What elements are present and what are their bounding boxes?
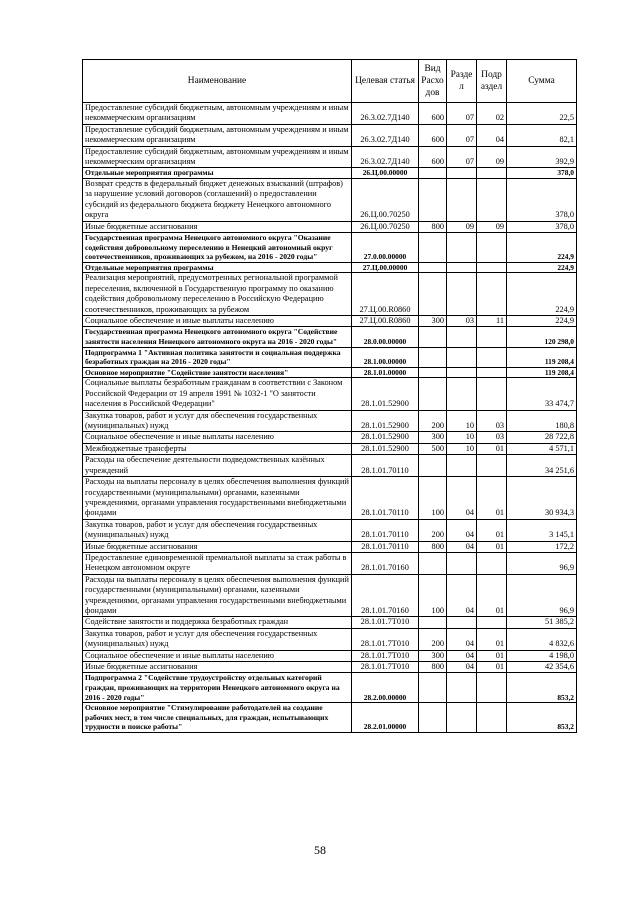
cell-target-article: 28.1.01.70110 (352, 455, 419, 477)
cell-expense-type: 300 (419, 650, 447, 661)
cell-expense-type (419, 673, 447, 703)
cell-expense-type: 300 (419, 316, 447, 327)
cell-subsection: 09 (477, 221, 507, 232)
cell-sum: 82,1 (507, 124, 577, 146)
table-row (83, 617, 577, 628)
cell-sum: 120 298,0 (507, 327, 577, 347)
cell-name: Предоставление субсидий бюджетным, автономным учреждениям и иным некоммерческим организациям (83, 124, 352, 146)
cell-target-article: 27.Ц.00.00000 (352, 262, 419, 273)
cell-section: 04 (447, 477, 477, 520)
cell-target-article: 27.0.00.00000 (352, 233, 419, 263)
table-row (83, 146, 577, 168)
cell-name: Расходы на выплаты персоналу в целях обеспечения выполнения функций государственными (муниципальными) органами, казенными учреждениями, органами управления государственными внебюджетными фондами (83, 477, 352, 520)
table-row (83, 179, 577, 222)
cell-subsection (477, 703, 507, 733)
table-row (83, 367, 577, 378)
cell-section (447, 703, 477, 733)
cell-subsection: 03 (477, 432, 507, 443)
cell-expense-type: 600 (419, 146, 447, 168)
cell-sum: 119 208,4 (507, 367, 577, 378)
cell-name: Предоставление субсидий бюджетным, автономным учреждениям и иным некоммерческим организациям (83, 146, 352, 168)
cell-name: Государственная программа Ненецкого автономного округа "Содействие занятости населения Ненецкого автономного округа на 2016 - 2020 годы" (83, 327, 352, 347)
cell-section: 04 (447, 650, 477, 661)
cell-target-article: 28.2.00.00000 (352, 673, 419, 703)
cell-subsection (477, 233, 507, 263)
cell-section: 04 (447, 662, 477, 673)
cell-name: Государственная программа Ненецкого автономного округа "Оказание содействия добровольному переселению в Ненецкий автономный округ соотечественников, проживающих за рубежом, на 2016 - 2020 годы" (83, 233, 352, 263)
cell-expense-type (419, 367, 447, 378)
cell-sum: 378,0 (507, 179, 577, 222)
cell-sum: 853,2 (507, 673, 577, 703)
cell-expense-type (419, 262, 447, 273)
header-sum: Сумма (507, 60, 577, 103)
cell-section (447, 233, 477, 263)
cell-expense-type (419, 273, 447, 316)
table-row (83, 233, 577, 263)
cell-expense-type: 200 (419, 519, 447, 541)
cell-section (447, 617, 477, 628)
cell-expense-type: 300 (419, 432, 447, 443)
cell-section: 07 (447, 146, 477, 168)
cell-expense-type (419, 233, 447, 263)
cell-target-article: 28.1.01.7Т010 (352, 628, 419, 650)
cell-section (447, 367, 477, 378)
cell-name: Предоставление единовременной премиальной выплаты за стаж работы в Ненецком автономном округе (83, 552, 352, 574)
cell-section (447, 273, 477, 316)
cell-subsection (477, 617, 507, 628)
cell-section: 10 (447, 432, 477, 443)
cell-sum: 180,8 (507, 410, 577, 432)
cell-target-article: 28.1.01.52900 (352, 410, 419, 432)
cell-name: Социальное обеспечение и иные выплаты населению (83, 316, 352, 327)
cell-section (447, 552, 477, 574)
cell-target-article: 28.1.00.00000 (352, 347, 419, 367)
cell-name: Расходы на выплаты персоналу в целях обеспечения выполнения функций государственными (муниципальными) органами, казенными учреждениями, органами управления государственными внебюджетными фондами (83, 574, 352, 617)
cell-section: 04 (447, 574, 477, 617)
table-row (83, 316, 577, 327)
cell-name: Реализация мероприятий, предусмотренных региональной программой переселения, включенной в Государственную программу по оказанию содействия добровольному переселению в Российскую Федерацию соотечественников, проживающих за рубежом (83, 273, 352, 316)
cell-target-article: 28.1.01.7Т010 (352, 650, 419, 661)
cell-subsection: 01 (477, 628, 507, 650)
cell-name: Социальное обеспечение и иные выплаты населению (83, 432, 352, 443)
cell-sum: 172,2 (507, 541, 577, 552)
cell-target-article: 28.2.01.00000 (352, 703, 419, 733)
cell-expense-type: 100 (419, 477, 447, 520)
cell-subsection (477, 273, 507, 316)
table-body (83, 103, 577, 733)
table-header-row (83, 60, 577, 103)
cell-subsection: 01 (477, 519, 507, 541)
cell-expense-type (419, 168, 447, 179)
cell-target-article: 28.1.01.70110 (352, 477, 419, 520)
cell-sum: 224,9 (507, 273, 577, 316)
cell-section (447, 378, 477, 410)
cell-section: 07 (447, 103, 477, 125)
cell-subsection: 01 (477, 650, 507, 661)
cell-expense-type: 500 (419, 443, 447, 454)
cell-expense-type (419, 617, 447, 628)
cell-subsection (477, 673, 507, 703)
cell-section (447, 455, 477, 477)
cell-target-article: 26.3.02.7Д140 (352, 124, 419, 146)
cell-expense-type: 600 (419, 103, 447, 125)
cell-sum: 392,9 (507, 146, 577, 168)
cell-sum: 28 722,8 (507, 432, 577, 443)
cell-sum: 4 832,6 (507, 628, 577, 650)
cell-target-article: 28.1.01.70110 (352, 519, 419, 541)
table-row (83, 168, 577, 179)
cell-expense-type: 100 (419, 574, 447, 617)
cell-name: Социальное обеспечение и иные выплаты населению (83, 650, 352, 661)
cell-subsection: 01 (477, 541, 507, 552)
cell-target-article: 28.1.01.7Т010 (352, 617, 419, 628)
cell-expense-type (419, 347, 447, 367)
cell-subsection (477, 262, 507, 273)
cell-target-article: 26.3.02.7Д140 (352, 103, 419, 125)
table-row (83, 455, 577, 477)
cell-target-article: 28.1.01.52900 (352, 378, 419, 410)
cell-subsection: 11 (477, 316, 507, 327)
cell-sum: 224,9 (507, 316, 577, 327)
cell-expense-type (419, 378, 447, 410)
cell-sum: 224,9 (507, 233, 577, 263)
cell-expense-type: 800 (419, 541, 447, 552)
cell-subsection (477, 347, 507, 367)
cell-target-article: 28.1.01.52900 (352, 432, 419, 443)
cell-expense-type (419, 552, 447, 574)
table-row (83, 378, 577, 410)
cell-expense-type: 800 (419, 662, 447, 673)
cell-target-article: 28.1.01.00000 (352, 367, 419, 378)
table-row (83, 432, 577, 443)
cell-target-article: 26.Ц.00.70250 (352, 179, 419, 222)
header-target-article: Целевая статья (352, 60, 419, 103)
cell-target-article: 28.1.01.52900 (352, 443, 419, 454)
cell-sum: 224,9 (507, 262, 577, 273)
cell-sum: 30 934,3 (507, 477, 577, 520)
table-row (83, 519, 577, 541)
cell-name: Предоставление субсидий бюджетным, автономным учреждениям и иным некоммерческим организациям (83, 103, 352, 125)
cell-section: 10 (447, 410, 477, 432)
cell-name: Основное мероприятие "Содействие занятости населения" (83, 367, 352, 378)
cell-name: Возврат средств в федеральный бюджет денежных взысканий (штрафов) за нарушение условий договоров (соглашений) о предоставлении субсидий из федерального бюджета бюджету Ненецкого автономного округа (83, 179, 352, 222)
table-row (83, 552, 577, 574)
cell-subsection (477, 378, 507, 410)
cell-subsection (477, 455, 507, 477)
cell-subsection (477, 367, 507, 378)
cell-section (447, 327, 477, 347)
cell-section: 10 (447, 443, 477, 454)
cell-sum: 4 198,0 (507, 650, 577, 661)
table-row (83, 574, 577, 617)
cell-expense-type: 800 (419, 221, 447, 232)
cell-subsection: 01 (477, 574, 507, 617)
cell-name: Расходы на обеспечение деятельности подведомственных казённых учреждений (83, 455, 352, 477)
cell-sum: 96,9 (507, 552, 577, 574)
table-row (83, 650, 577, 661)
header-name: Наименование (83, 60, 352, 103)
cell-sum: 4 571,1 (507, 443, 577, 454)
cell-section (447, 673, 477, 703)
cell-subsection (477, 552, 507, 574)
header-subsection: Подр аздел (477, 60, 507, 103)
table-row (83, 327, 577, 347)
cell-name: Отдельные мероприятия программы (83, 262, 352, 273)
table-row (83, 703, 577, 733)
cell-target-article: 28.1.01.70160 (352, 552, 419, 574)
table-row (83, 673, 577, 703)
cell-sum: 33 474,7 (507, 378, 577, 410)
cell-section: 03 (447, 316, 477, 327)
cell-section: 09 (447, 221, 477, 232)
cell-sum: 3 145,1 (507, 519, 577, 541)
page-number: 58 (314, 843, 326, 857)
table-row (83, 347, 577, 367)
cell-target-article: 27.Ц.00.R0860 (352, 316, 419, 327)
cell-name: Иные бюджетные ассигнования (83, 221, 352, 232)
cell-expense-type (419, 703, 447, 733)
cell-sum: 378,0 (507, 168, 577, 179)
cell-expense-type (419, 327, 447, 347)
cell-target-article: 26.Ц.00.00000 (352, 168, 419, 179)
cell-expense-type (419, 179, 447, 222)
cell-section (447, 179, 477, 222)
cell-target-article: 26.Ц.00.70250 (352, 221, 419, 232)
cell-name: Иные бюджетные ассигнования (83, 541, 352, 552)
table-row (83, 443, 577, 454)
cell-target-article: 26.3.02.7Д140 (352, 146, 419, 168)
cell-sum: 34 251,6 (507, 455, 577, 477)
header-expense-type: Вид Расхо дов (419, 60, 447, 103)
cell-section (447, 262, 477, 273)
table-row (83, 221, 577, 232)
cell-expense-type: 600 (419, 124, 447, 146)
cell-section (447, 168, 477, 179)
cell-section: 04 (447, 519, 477, 541)
cell-section: 04 (447, 628, 477, 650)
cell-name: Содействие занятости и поддержка безработных граждан (83, 617, 352, 628)
cell-subsection (477, 179, 507, 222)
cell-subsection (477, 327, 507, 347)
table-row (83, 662, 577, 673)
cell-subsection (477, 168, 507, 179)
cell-sum: 96,9 (507, 574, 577, 617)
cell-target-article: 28.0.00.00000 (352, 327, 419, 347)
cell-subsection: 04 (477, 124, 507, 146)
table-row (83, 262, 577, 273)
cell-sum: 22,5 (507, 103, 577, 125)
cell-target-article: 28.1.01.7Т010 (352, 662, 419, 673)
cell-subsection: 03 (477, 410, 507, 432)
table-row (83, 541, 577, 552)
cell-expense-type (419, 455, 447, 477)
cell-name: Иные бюджетные ассигнования (83, 662, 352, 673)
table-row (83, 410, 577, 432)
cell-subsection: 01 (477, 443, 507, 454)
cell-section (447, 347, 477, 367)
cell-sum: 378,0 (507, 221, 577, 232)
cell-sum: 42 354,6 (507, 662, 577, 673)
cell-sum: 51 385,2 (507, 617, 577, 628)
table-row (83, 273, 577, 316)
cell-expense-type: 200 (419, 628, 447, 650)
cell-sum: 119 208,4 (507, 347, 577, 367)
cell-subsection: 01 (477, 477, 507, 520)
cell-name: Подпрограмма 2 "Содействие трудоустройству отдельных категорий граждан, проживающих на территории Ненецкого автономного округа на 2016 - 2020 годы" (83, 673, 352, 703)
cell-target-article: 28.1.01.70110 (352, 541, 419, 552)
header-section: Разде л (447, 60, 477, 103)
cell-name: Закупка товаров, работ и услуг для обеспечения государственных (муниципальных) нужд (83, 410, 352, 432)
cell-target-article: 27.Ц.00.R0860 (352, 273, 419, 316)
cell-expense-type: 200 (419, 410, 447, 432)
cell-name: Отдельные мероприятия программы (83, 168, 352, 179)
table-row (83, 628, 577, 650)
cell-target-article: 28.1.01.70160 (352, 574, 419, 617)
cell-name: Закупка товаров, работ и услуг для обеспечения государственных (муниципальных) нужд (83, 628, 352, 650)
cell-subsection: 09 (477, 146, 507, 168)
cell-name: Закупка товаров, работ и услуг для обеспечения государственных (муниципальных) нужд (83, 519, 352, 541)
cell-name: Основное мероприятие "Стимулирование работодателей на создание рабочих мест, в том числе специальных, для граждан, испытывающих трудности в поиске работы" (83, 703, 352, 733)
table-row (83, 477, 577, 520)
cell-subsection: 01 (477, 662, 507, 673)
cell-name: Социальные выплаты безработным гражданам в соответствии с Законом Российской Федерации от 19 апреля 1991 № 1032-1 "О занятости населения в Российской Федерации" (83, 378, 352, 410)
cell-subsection: 02 (477, 103, 507, 125)
budget-table (82, 59, 577, 733)
cell-name: Межбюджетные трансферты (83, 443, 352, 454)
cell-section: 04 (447, 541, 477, 552)
table-row (83, 124, 577, 146)
cell-section: 07 (447, 124, 477, 146)
cell-name: Подпрограмма 1 "Активная политика занятости и социальная поддержка безработных граждан на 2016 - 2020 годы" (83, 347, 352, 367)
cell-sum: 853,2 (507, 703, 577, 733)
table-row (83, 103, 577, 125)
